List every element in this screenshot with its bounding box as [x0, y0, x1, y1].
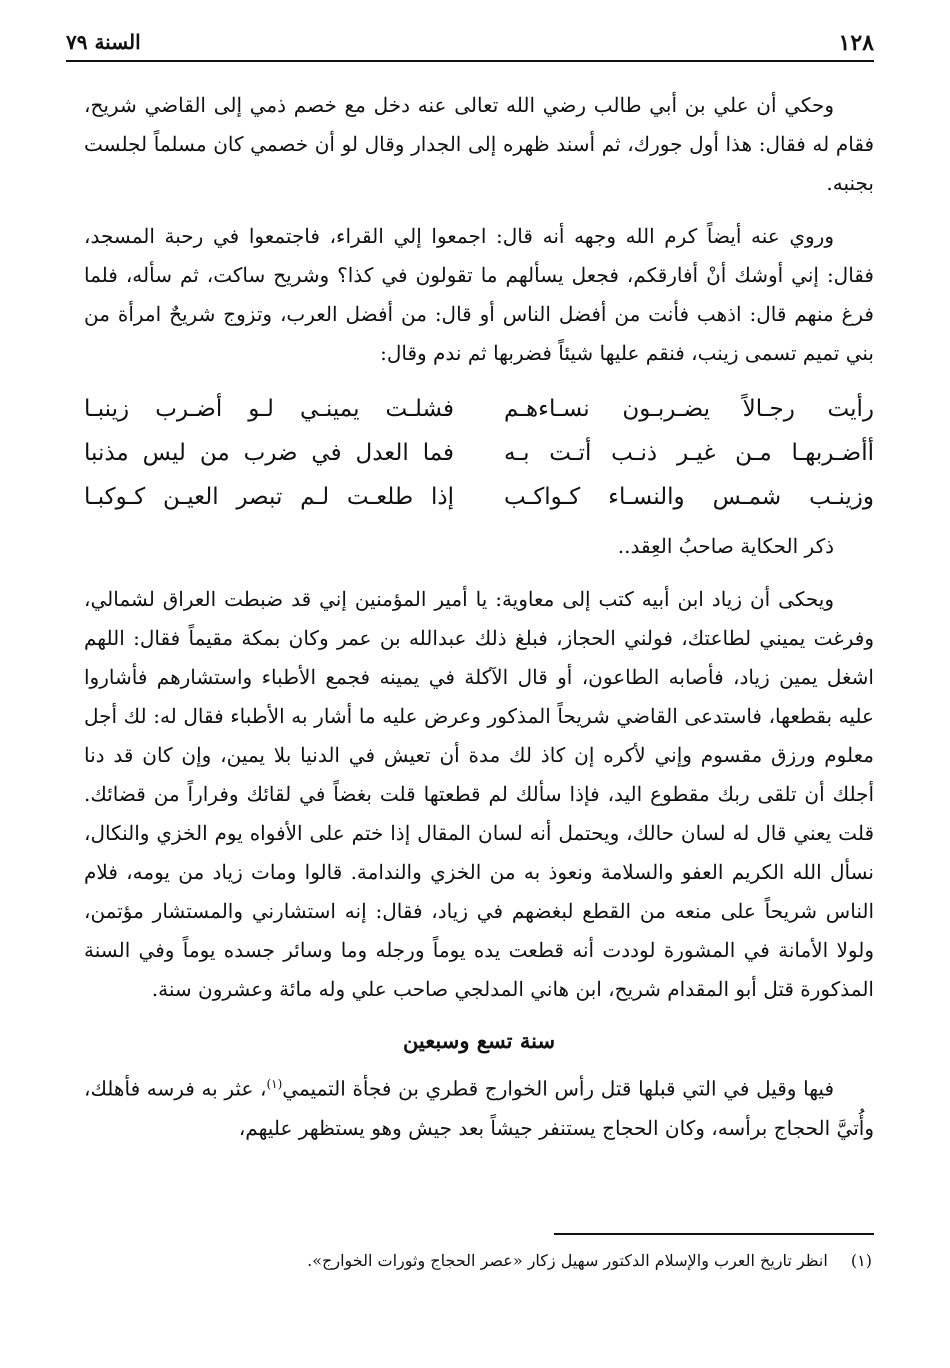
poem-verse: [84, 475, 874, 519]
page-header: [66, 30, 874, 62]
paragraph-shurayh-ali: وحكي أن علي بن أبي طالب رضي الله تعالى عنه دخل مع خصم ذمي إلى القاضي شريح، فقام له فقال: هذا أول جورك، ثم أسند ظهره إلى الجدار وقال لو أن خصمي كان مسلماً لجلست بجنبه.: [84, 93, 874, 195]
running-head: السنة ٧٩: [66, 30, 141, 54]
verse-second-hemistich: إذا طلعـت لـم تبصر العيـن كـوكبـا: [84, 484, 454, 510]
verse-first-hemistich: وزينـب شمـس والنسـاء كـواكـب: [504, 484, 874, 510]
section-heading: سنة تسع وسبعين: [402, 1028, 556, 1053]
poem: [84, 387, 874, 519]
poem-verse: [84, 431, 874, 475]
page-body: [84, 86, 874, 1162]
footnote-reference[interactable]: (١): [266, 1077, 283, 1091]
footnote-text: انظر تاريخ العرب والإسلام الدكتور سهيل زكار «عصر الحجاج وثورات الخوارج».: [307, 1251, 828, 1270]
footnote: [82, 1248, 872, 1274]
footnote-divider: [554, 1233, 874, 1235]
story-source-note: ذكر الحكاية صاحبُ العِقد..: [617, 534, 834, 558]
paragraph-text-before-ref: فيها وقيل في التي قبلها قتل رأس الخوارج قطري بن فجأة التميمي: [282, 1076, 835, 1101]
footnote-number: (١): [850, 1251, 872, 1270]
paragraph-ziyad: ويحكى أن زياد ابن أبيه كتب إلى معاوية: يا أمير المؤمنين إني قد ضبطت العراق لشمالي، وفرغت يميني لطاعتك، فولني الحجاز، فبلغ ذلك عبدالله بن عمر وكان بمكة مقيماً فقال: اللهم اشغل يمين زياد، فأصابه الطاعون، أو قال الآكلة في يمينه فجمع الأطباء واستشارهم فأشاروا عليه بقطعها، فاستدعى القاضي شريحاً المذكور وعرض عليه ما أشار به الأطباء فقال له: لك أجل معلوم ورزق مقسوم وإني لأكره إن كاذ لك مدة أن تعيش في الدنيا بلا يمين، وإن كان قد دنا أجلك أن تلقى ربك مقطوع اليد، فإذا سألك لم قطعتها قلت بغضاً في لقائك وفراراً من قضائك. قلت يعني قال له لسان حالك، ويحتمل أنه لسان المقال إذا ختم على الأفواه يوم الخزي والنكال، نسأل الله الكريم العفو والسلامة ونعوذ به من الخزي والندامة. قالوا ومات زياد من يومه، فلام الناس شريحاً على منعه من القطع لبغضهم في زياد، فقال: إنه استشارني والمستشار مؤتمن، ولولا الأمانة في المشورة لوددت أنه قطعت يده يوماً ورجله وما وسائر جسده يوماً وفي السنة المذكورة قتل أبو المقدام شريح، ابن هاني المدلجي صاحب علي وله مائة وعشرون سنة.: [84, 587, 874, 1001]
page-number: ١٢٨: [838, 30, 874, 56]
verse-first-hemistich: رأيت رجـالاً يضـربـون نسـاءهـم: [504, 396, 874, 422]
poem-verse: [84, 387, 874, 431]
verse-first-hemistich: أأضـربهـا مـن غيـر ذنـب أتـت بـه: [504, 440, 874, 466]
paragraph-year-79: [84, 1065, 874, 1148]
paragraph-shurayh-zaynab: وروي عنه أيضاً كرم الله وجهه أنه قال: اجمعوا إلي القراء، فاجتمعوا في رحبة المسجد، فقال: إني أوشك أنْ أفارقكم، فجعل يسألهم ما تقولون في كذا؟ وشريح ساكت، ثم سأله، فلما فرغ منهم قال: اذهب فأنت من أفضل الناس أو قال: من أفضل العرب، وتزوج شريحٌ امرأة من بني تميم تسمى زينب، فنقم عليها شيئاً فضربها ثم ندم وقال:: [84, 224, 874, 365]
verse-second-hemistich: فما العدل في ضرب من ليس مذنبا: [84, 440, 454, 466]
verse-second-hemistich: فشلـت يمينـي لـو أضـرب زينبـا: [84, 396, 454, 422]
paragraph-text-after-ref: ، عثر به فرسه فأهلك، وأُتيَّ الحجاج برأسه، وكان الحجاج يستنفر جيشاً بعد جيش وهو يستظهر عليهم،: [84, 1076, 874, 1140]
